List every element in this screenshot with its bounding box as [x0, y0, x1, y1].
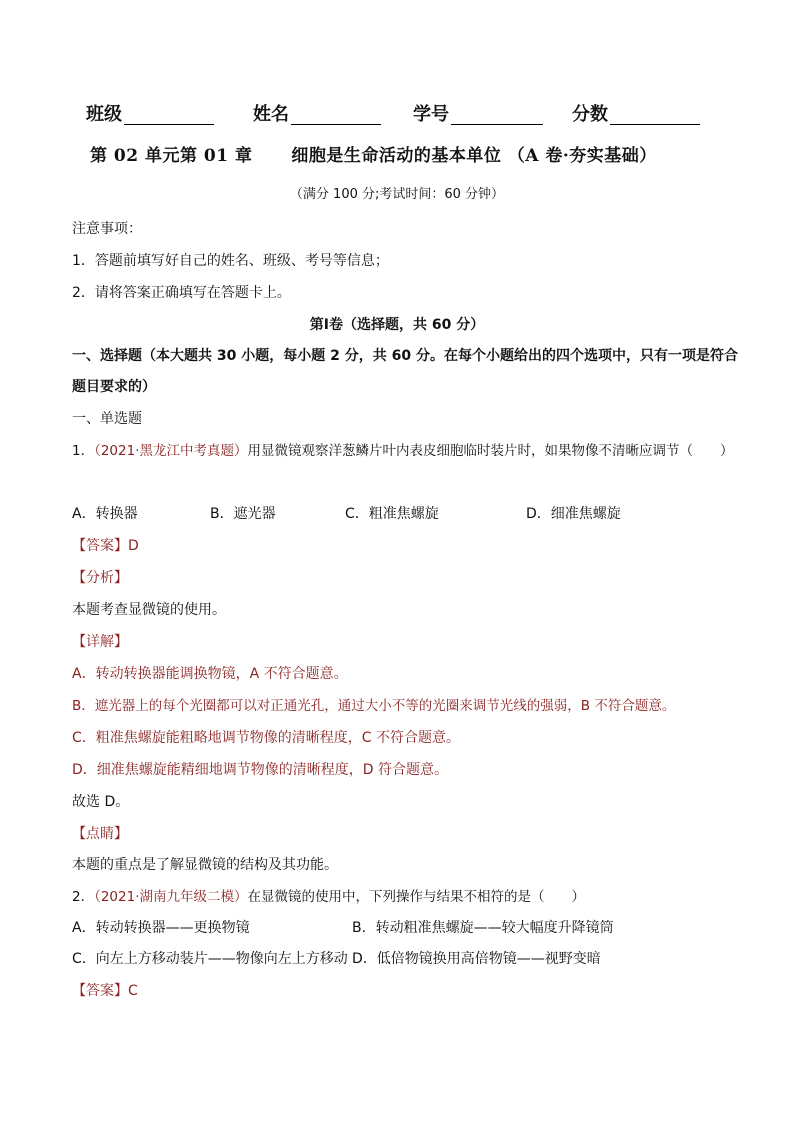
question-2-answer: 【答案】C [72, 983, 138, 999]
question-1-option-b: B．遮光器 [210, 506, 276, 522]
question-1-detail-c: C．粗准焦螺旋能粗略地调节物像的清晰程度，C 不符合题意。 [72, 730, 460, 746]
question-1-analysis: 本题考查显微镜的使用。 [72, 602, 226, 618]
id-label: 学号 [413, 104, 449, 125]
id-blank[interactable] [451, 104, 543, 125]
section-title: 第Ⅰ卷（选择题，共 60 分） [309, 317, 485, 333]
question-1-detail-label: 【详解】 [72, 634, 128, 650]
name-label: 姓名 [253, 104, 289, 125]
question-1-source: （2021·黑龙江中考真题） [94, 443, 248, 459]
section-instructions-1: 一、选择题（本大题共 30 小题，每小题 2 分，共 60 分。在每个小题给出的四个选项中，只有一项是符合 [72, 348, 738, 364]
notes-item-1: 1．答题前填写好自己的姓名、班级、考号等信息； [72, 253, 389, 269]
class-label: 班级 [86, 104, 122, 125]
title-left: 第 02 单元第 01 章 [90, 146, 253, 166]
notes-item-2: 2．请将答案正确填写在答题卡上。 [72, 285, 291, 301]
question-1-option-d: D．细准焦螺旋 [526, 506, 621, 522]
name-field [253, 104, 381, 125]
question-2-number: 2． [72, 889, 95, 905]
question-1-stem [72, 441, 734, 461]
question-1-detail-b: B．遮光器上的每个光圈都可以对正通光孔，通过大小不等的光圈来调节光线的强弱，B 不符合题意。 [72, 698, 676, 714]
question-2-stem [72, 887, 585, 907]
question-2-source: （2021·湖南九年级二模） [94, 889, 248, 905]
question-2-option-c: C．向左上方移动装片——物像向左上方移动 [72, 951, 348, 967]
question-1-answer: 【答案】D [72, 538, 139, 554]
question-1-detail-d: D．细准焦螺旋能精细地调节物像的清晰程度，D 符合题意。 [72, 762, 449, 778]
exam-subtitle: （满分 100 分;考试时间：60 分钟） [289, 187, 505, 202]
question-1-comment: 本题的重点是了解显微镜的结构及其功能。 [72, 857, 338, 873]
question-2-option-b: B．转动粗准焦螺旋——较大幅度升降镜筒 [352, 920, 614, 936]
question-1-option-a: A．转换器 [72, 506, 138, 522]
question-1-conclusion: 故选 D。 [72, 794, 130, 810]
question-2-option-d: D．低倍物镜换用高倍物镜——视野变暗 [352, 951, 601, 967]
id-field [413, 104, 543, 125]
question-1-analysis-label: 【分析】 [72, 570, 128, 586]
question-2-text: 在显微镜的使用中，下列操作与结果不相符的是（ ） [247, 889, 585, 905]
title-right: 细胞是生命活动的基本单位 （A 卷·夯实基础） [291, 146, 657, 166]
score-blank[interactable] [610, 104, 700, 125]
page-title [90, 146, 657, 166]
question-1-detail-a: A．转动转换器能调换物镜，A 不符合题意。 [72, 666, 348, 682]
question-1-number: 1． [72, 443, 95, 459]
notes-heading: 注意事项： [72, 221, 142, 237]
class-field [86, 104, 214, 125]
subsection-heading: 一、单选题 [72, 411, 142, 427]
section-instructions-2: 题目要求的） [72, 379, 156, 395]
score-label: 分数 [572, 104, 608, 125]
class-blank[interactable] [124, 104, 214, 125]
question-1-comment-label: 【点睛】 [72, 826, 128, 842]
score-field [572, 104, 700, 125]
question-2-option-a: A．转动转换器——更换物镜 [72, 920, 250, 936]
question-1-option-c: C．粗准焦螺旋 [345, 506, 439, 522]
name-blank[interactable] [291, 104, 381, 125]
question-1-text: 用显微镜观察洋葱鳞片叶内表皮细胞临时装片时，如果物像不清晰应调节（ ） [247, 443, 734, 459]
